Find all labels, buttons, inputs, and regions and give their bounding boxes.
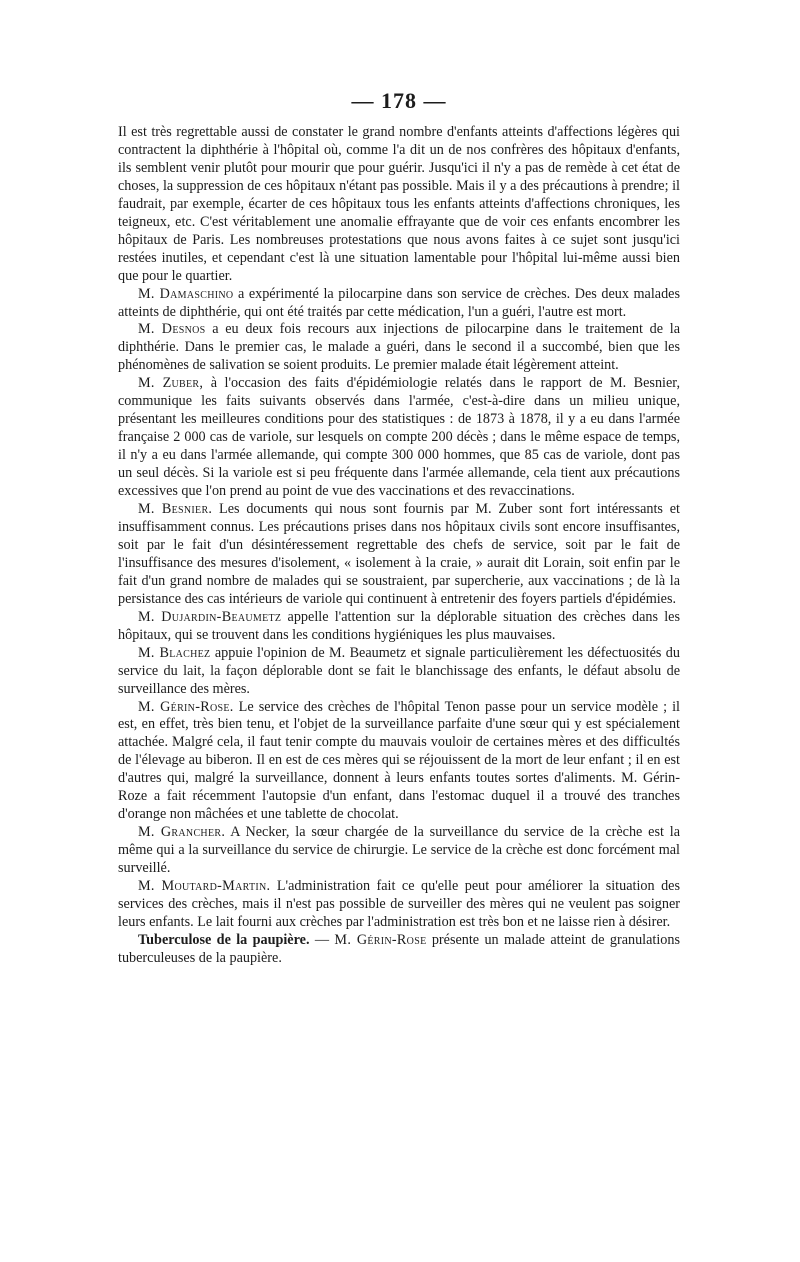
paragraph-text: présente un malade atteint de granulations tuberculeuses de la paupière.: [118, 931, 681, 966]
paragraph-besnier: [118, 501, 680, 609]
paragraph-text: a eu deux fois recours aux injections de pilocarpine dans le traitement de la diphthérie. Dans le premier cas, le malade a guéri, dans le second il a succombé, bien que les phénomènes de salivation se soient produits. Le premier malade était légèrement atteint.: [118, 321, 680, 374]
speaker-name: M. Dujardin-Beaumetz: [138, 608, 282, 625]
speaker-name: M. Blachez: [138, 644, 211, 661]
paragraph-dujardin-beaumetz: [118, 609, 680, 645]
paragraph-text: appuie l'opinion de M. Beaumetz et signale particulièrement les défectuosités du service du lait, la façon déplorable dont se fait le blanchissage des enfants, le défaut absolu de surveillance des mères.: [118, 644, 680, 697]
speaker-name: M. Gérin-Rose.: [138, 698, 234, 715]
paragraph-text: appelle l'attention sur la déplorable situation des crèches dans les hôpitaux, qui se trouvent dans les conditions hygiéniques les plus mauvaises.: [118, 608, 680, 643]
paragraph-damaschino: [118, 286, 680, 322]
paragraph-moutard-martin: [118, 878, 680, 932]
speaker-name: M. Grancher.: [138, 824, 226, 841]
paragraph-intro: [118, 124, 680, 286]
page-number: — 178 —: [351, 88, 447, 113]
speaker-name: M. Besnier.: [138, 501, 213, 518]
speaker-name: M. Desnos: [138, 321, 206, 338]
paragraph-text: Il est très regrettable aussi de constater le grand nombre d'enfants atteints d'affections légères qui contractent la diphthérie à l'hôpital où, comme l'a dit un de nos confrères des hôpitaux d'enfants, ils semblent venir plutôt pour mourir que pour guérir. Jusqu'ici il n'y a pas de remède à cet état de choses, la suppression de ces hôpitaux n'étant pas possible. Mais il y a des précautions à prendre; il faudrait, par exemple, écarter de ces hôpitaux tous les enfants atteints d'affections chroniques, les teigneux, etc. C'est véritablement une anomalie effrayante que de voir ces enfants encombrer les hôpitaux de Paris. Les nombreuses protestations que nous avons faites à ce sujet sont jusqu'ici restées inutiles, et cependant c'est là une situation lamentable pour l'hôpital lui-même aussi bien que pour le quartier.: [118, 124, 680, 284]
paragraph-text: Les documents qui nous sont fournis par M. Zuber sont fort intéressants et insuffisamment connus. Les précautions prises dans nos hôpitaux civils sont encore insuffisantes, soit par le fait d'un désintéressement regrettable des chefs de service, soit par le fait de l'insuffisance des mesures d'isolement, « isolement à la craie, » aurait dit Lorain, soit enfin par le fait d'un grand nombre de malades qui se soustraient, par supercherie, aux vaccinations ; de là la persistance des cas intérieurs de variole qui continuent à entretenir des foyers partiels d'épidémies.: [118, 501, 680, 607]
paragraph-text: A Necker, la sœur chargée de la surveillance du service de la crèche est la même qui a la surveillance du service de chirurgie. Le service de la crèche est donc forcément mal surveillé.: [118, 824, 680, 877]
speaker-name: M. Gérin-Rose: [334, 931, 427, 948]
heading-dash: —: [309, 931, 335, 948]
paragraph-grancher: [118, 824, 680, 878]
paragraph-desnos: [118, 321, 680, 375]
paragraph-zuber: [118, 375, 680, 501]
page: [118, 88, 680, 968]
speaker-name: M. Moutard-Martin.: [138, 878, 271, 895]
paragraph-text: à l'occasion des faits d'épidémiologie relatés dans le rapport de M. Besnier, communique les faits suivants observés dans l'armée, c'est-à-dire dans un milieu unique, présentant les meilleures conditions pour des statistiques : de 1873 à 1878, il y a eu dans l'armée française 2 000 cas de variole, sur lesquels on compte 200 décès ; dans le même espace de temps, il n'y a eu dans l'armée allemande, qui compte 300 000 hommes, que 85 cas de variole, dont pas un seul décès. Si la variole est si peu fréquente dans l'armée allemande, cela tient aux précautions excessives que l'on prend au point de vue des vaccinations et des revaccinations.: [118, 375, 680, 500]
paragraph-text: Le service des crèches de l'hôpital Tenon passe pour un service modèle ; il est, en effet, très bien tenu, et l'objet de la surveillance parfaite d'une sœur qui y est spécialement attachée. Malgré cela, il faut tenir compte du mauvais vouloir de certaines mères et des difficultés de l'élevage au biberon. Il en est de ces mères qui se réjouissent de la mort de leur enfant ; il en est d'autres qui, malgré la surveillance, donnent à leurs enfants toutes sortes d'aliments. M. Gérin-Roze a fait récemment l'autopsie d'un enfant, dans l'estomac duquel il a trouvé des tranches d'orange non mâchées et une tablette de chocolat.: [118, 698, 680, 823]
paragraph-tuberculose: [118, 932, 680, 968]
paragraph-text: L'administration fait ce qu'elle peut pour améliorer la situation des services des crèches, mais il n'est pas possible de surveiller des mères qui ne veulent pas soigner leurs enfants. Le lait fourni aux crèches par l'administration est très bon et ne laisse rien à désirer.: [118, 878, 680, 930]
speaker-name: M. Zuber,: [138, 375, 204, 392]
section-heading: Tuberculose de la paupière.: [138, 931, 310, 948]
paragraph-text: a expérimenté la pilocarpine dans son service de crèches. Des deux malades atteints de diphthérie, qui ont été traités par cette médication, l'un a guéri, l'autre est mort.: [118, 285, 680, 320]
paragraph-gerin-rose: [118, 699, 680, 825]
speaker-name: M. Damaschino: [138, 285, 234, 302]
paragraph-blachez: [118, 645, 680, 699]
